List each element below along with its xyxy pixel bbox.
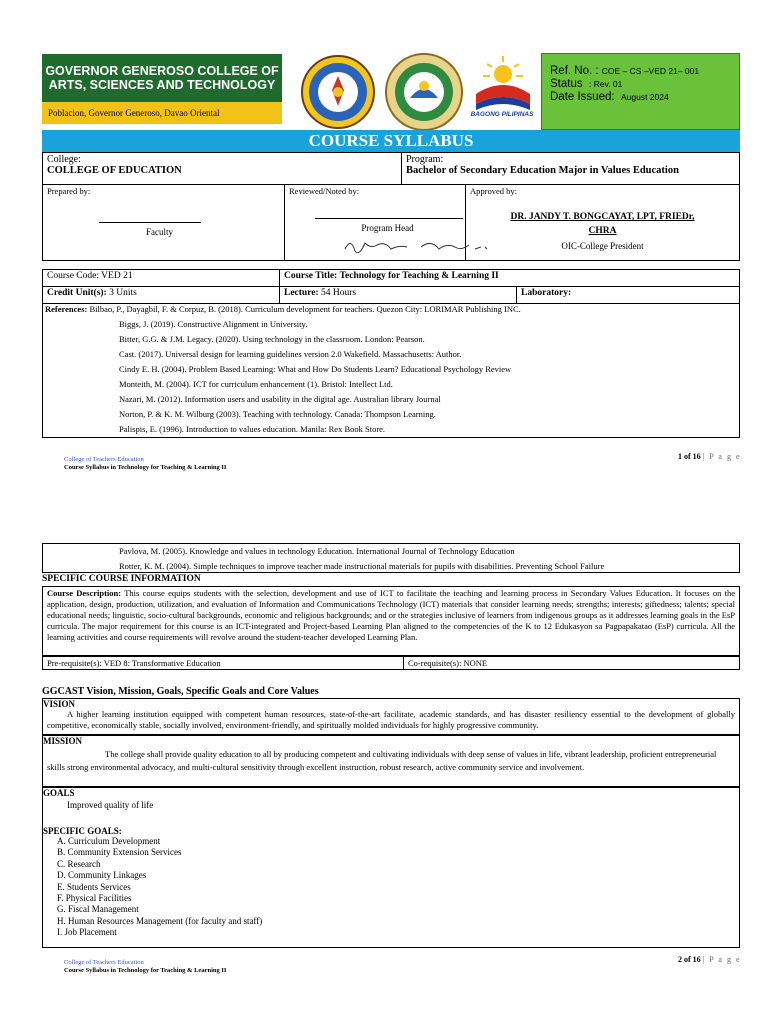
municipality-seal-icon	[384, 52, 464, 132]
course-info-table	[42, 269, 740, 304]
status-label: Status	[550, 78, 583, 90]
prepared-by-label: Prepared by:	[47, 186, 91, 196]
footer-college: College of Teachers Education	[64, 959, 144, 966]
vision-text: A higher learning institution equipped with competent human resources, state-of-the-art facilitate, academic standards, and has disaster resiliency essential to the development of globally competitive, economically stable, socially involved, environment-friendly, and spiritually molded individuals for highly progressive community.	[47, 709, 735, 730]
course-description-text: This course equips students with the selection, development and use of ICT to facilitate the teaching and learning process in Secondary Values Education. It focuses on the application, design, production, utilization, and evaluation of Information and Communications Technology (ICT) materials that consider learning needs; strengths; interests; giftedness; talents; special educational needs; linguistic, socio-cultural backgrounds, economic and religious backgrounds; and or the strategies inclusive of learners from indigenous groups as it addresses learning goals in the EsP curricula. The major requirement for this course is an ICT-integrated and Project-based Learning Plan aligned to the competencies of the K to 12 Edukasyon sa Pagpapakatao (EsP) curricula. All the learning activities and course requirements will revolve around the student-teacher developed Learning Plan.	[47, 588, 735, 642]
bagong-pilipinas-label: BAGONG PILIPINAS	[470, 111, 534, 118]
credit-units-value: 3 Units	[109, 288, 137, 298]
reference-item: Cast. (2017). Universal design for learning guidelines version 2.0 Wakefield. Massachusetts: Author.	[119, 349, 462, 359]
signature-table	[42, 184, 740, 261]
reference-item: Nazari, M. (2012). Information users and usability in the digital age. Australian library Journal	[119, 394, 441, 404]
prerequisite: Pre-requisite(s): VED 8: Transformative Education	[43, 657, 404, 670]
page-word: | P a g e	[702, 955, 742, 964]
list-item: E. Students Services	[57, 881, 131, 892]
course-description-label: Course Description:	[47, 588, 122, 598]
approved-by-label: Approved by:	[470, 186, 517, 196]
college-program-table	[42, 152, 740, 185]
ref-no-label: Ref. No. :	[550, 65, 599, 77]
reference-item: Rotter, K. M. (2004). Simple techniques to improve teacher made instructional materials for pupils with disabilities. Preventing School Failure	[119, 561, 605, 571]
footer-college: College of Teachers Education	[64, 456, 144, 463]
reference-item: Norton, P. & K. M. Wilburg (2003). Teaching with technology. Canada: Thompson Learning.	[119, 409, 436, 419]
goals-text: Improved quality of life	[67, 800, 154, 810]
references-box	[42, 302, 740, 438]
college-name: GOVERNOR GENEROSO COLLEGE OF ARTS, SCIENCES AND TECHNOLOGY	[45, 64, 279, 92]
reference-item: Palispis, E. (1996). Introduction to values education. Manila: Rex Book Store.	[119, 424, 386, 434]
laboratory-label: Laboratory:	[521, 288, 572, 298]
program-value: Bachelor of Secondary Education Major in Values Education	[406, 165, 679, 176]
list-item: G. Fiscal Management	[57, 904, 139, 915]
goals-label: GOALS	[43, 788, 75, 798]
goals-box	[42, 787, 740, 948]
college-name-banner	[42, 54, 282, 102]
approved-by-role: OIC-College President	[561, 241, 644, 251]
list-item: C. Research	[57, 858, 101, 869]
college-label: College:	[47, 154, 81, 165]
page-number	[678, 452, 741, 461]
approved-by-name-line2: CHRA	[588, 226, 617, 236]
college-seal-icon	[300, 54, 376, 130]
references-label: References:	[45, 304, 88, 314]
mission-label: MISSION	[43, 736, 83, 746]
prepared-by-role: Faculty	[146, 227, 173, 237]
corequisite: Co-requisite(s): NONE	[404, 657, 740, 670]
page-number	[678, 955, 741, 964]
status-value: : Rev. 01	[589, 79, 623, 89]
specific-goals-label: SPECIFIC GOALS:	[43, 826, 122, 836]
date-issued-value: August 2024	[620, 92, 669, 102]
list-item: I. Job Placement	[57, 927, 117, 938]
page-word: | P a g e	[702, 452, 742, 461]
college-value: COLLEGE OF EDUCATION	[47, 165, 182, 176]
reviewed-by-role: Program Head	[361, 223, 414, 233]
course-code: Course Code: VED 21	[43, 270, 280, 287]
reference-item: Bitter, G.G. & J.M. Legacy. (2020). Using technology in the classroom. London: Pearson.	[119, 334, 425, 344]
vmg-heading: GGCAST Vision, Mission, Goals, Specific Goals and Core Values	[42, 686, 319, 697]
lecture-label: Lecture:	[284, 288, 319, 298]
college-address: Poblacion, Governor Generoso, Davao Oriental	[42, 102, 282, 124]
list-item: H. Human Resources Management (for faculty and staff)	[57, 915, 263, 926]
document-title: COURSE SYLLABUS	[42, 130, 740, 152]
program-label: Program:	[406, 154, 444, 165]
reference-item: Monteith, M. (2004). ICT for curriculum enhancement (1). Bristol: Intellect Ltd.	[119, 379, 393, 389]
reference-item: Biggs, J. (2019). Constructive Alignment in University.	[119, 319, 308, 329]
reference-item: Pavlova, M. (2005). Knowledge and values in technology Education. International Journal of Technology Education	[119, 546, 515, 556]
list-item: A. Curriculum Development	[57, 836, 161, 846]
reference-item: Cindy E. H. (2004). Problem Based Learning: What and How Do Students Learn? Educational Psychology Review	[119, 364, 512, 374]
approved-by-name-line1: DR. JANDY T. BONGCAYAT, LPT, FRIEDr,	[510, 212, 695, 222]
course-title-label: Course Title:	[284, 271, 338, 281]
reference-item: Bilbao, P., Dayagbil, F. & Corpuz, B. (2018). Curriculum development for teachers. Quezon City: LORIMAR Publishing INC.	[89, 304, 521, 314]
list-item: D. Community Linkages	[57, 870, 147, 881]
vision-label: VISION	[43, 699, 76, 709]
date-issued-label: Date Issued:	[550, 91, 615, 103]
footer-course: Course Syllabus in Technology for Teaching & Learning II	[64, 464, 227, 471]
lecture-value: 54 Hours	[321, 288, 357, 298]
credit-units-label: Credit Unit(s):	[47, 288, 107, 298]
list-item: F. Physical Facilities	[57, 893, 132, 904]
list-item: B. Community Extension Services	[57, 847, 182, 858]
page-number-value: 2 of 16	[678, 955, 701, 964]
footer-course: Course Syllabus in Technology for Teaching & Learning II	[64, 967, 227, 974]
course-title-value: Technology for Teaching & Learning II	[339, 271, 499, 281]
document-reference-box	[541, 53, 740, 130]
bagong-pilipinas-logo-icon	[468, 54, 538, 112]
specific-info-heading: SPECIFIC COURSE INFORMATION	[42, 574, 201, 584]
page-number-value: 1 of 16	[678, 452, 701, 461]
mission-box	[42, 735, 740, 787]
course-description-box	[42, 586, 740, 656]
reviewed-by-label: Reviewed/Noted by:	[289, 186, 360, 196]
ref-no-value: COE – CS –VED 21– 001	[601, 66, 700, 76]
specific-goals-list	[57, 836, 739, 939]
vision-box	[42, 698, 740, 735]
mission-text: The college shall provide quality education to all by producing competent and cultivating individuals with deep sense of values in life, vibrant leadership, proficient entrepreneurial skills strong environmental advocacy, and multi-cultural sensitivity through excellent instruction, robust research, active community service and involvement.	[47, 749, 717, 772]
requisites-table	[42, 656, 740, 670]
references-continued-box	[42, 543, 740, 573]
